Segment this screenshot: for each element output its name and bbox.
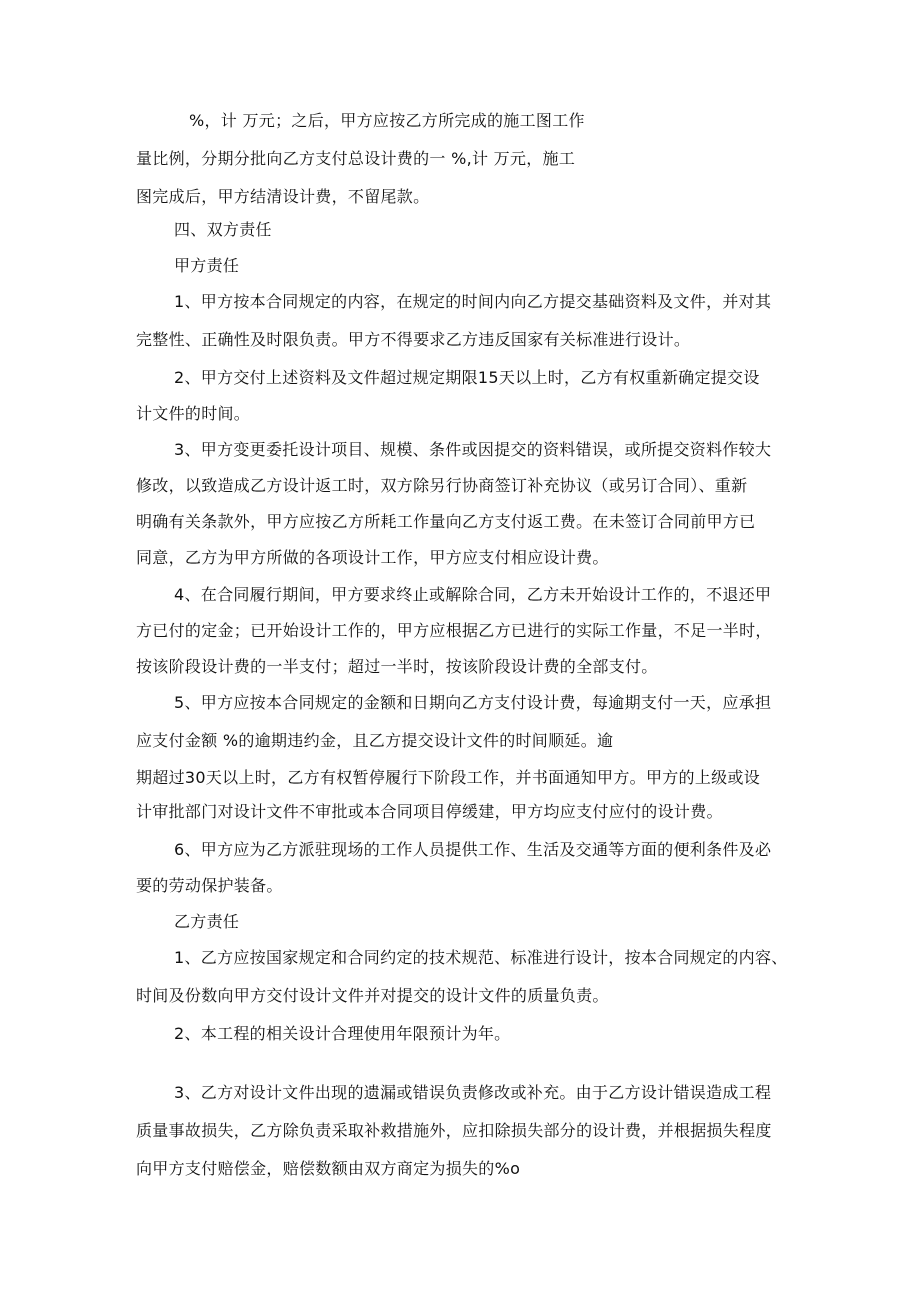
text-line: 同意，乙方为甲方所做的各项设计工作，甲方应支付相应设计费。 — [136, 548, 609, 567]
text-line: 图完成后，甲方结清设计费，不留尾款。 — [136, 187, 430, 206]
text-line: 要的劳动保护装备。 — [136, 876, 283, 895]
text-line: 明确有关条款外，甲方应按乙方所耗工作量向乙方支付返工费。在未签订合同前甲方已 — [136, 512, 756, 531]
text-line: 时间及份数向甲方交付设计文件并对提交的设计文件的质量负责。 — [136, 986, 609, 1005]
text-line: 按该阶段设计费的一半支付；超过一半时，按该阶段设计费的全部支付。 — [136, 657, 658, 676]
text-line: 1、甲方按本合同规定的内容，在规定的时间内向乙方提交基础资料及文件，并对其 — [174, 292, 772, 311]
text-line: 修改，以致造成乙方设计返工时，双方除另行协商签订补充协议（或另订合同）、重新 — [136, 476, 748, 495]
text-line: 期超过30天以上时，乙方有权暂停履行下阶段工作，并书面通知甲方。甲方的上级或设 — [136, 768, 761, 787]
text-line: 计审批部门对设计文件不审批或本合同项目停缓建，甲方均应支付应付的设计费。 — [136, 802, 723, 821]
text-line: %，计 万元；之后，甲方应按乙方所完成的施工图工作 — [189, 111, 585, 130]
text-line: 完整性、正确性及时限负责。甲方不得要求乙方违反国家有关标准进行设计。 — [136, 330, 691, 349]
text-line: 5、甲方应按本合同规定的金额和日期向乙方支付设计费，每逾期支付一天，应承担 — [174, 693, 772, 712]
text-line: 4、在合同履行期间，甲方要求终止或解除合同，乙方未开始设计工作的，不退还甲 — [174, 585, 772, 604]
text-line: 2、本工程的相关设计合理使用年限预计为年。 — [174, 1024, 511, 1043]
subsection-heading: 乙方责任 — [174, 912, 240, 931]
text-line: 计文件的时间。 — [136, 404, 251, 423]
text-line: 2、甲方交付上述资料及文件超过规定期限15天以上时，乙方有权重新确定提交设 — [174, 368, 760, 387]
text-line: 量比例，分期分批向乙方支付总设计费的一 %,计 万元，施工 — [136, 149, 576, 168]
subsection-heading: 甲方责任 — [174, 256, 240, 275]
text-line: 1、乙方应按国家规定和合同约定的技术规范、标准进行设计，按本合同规定的内容、 — [174, 948, 788, 967]
section-heading: 四、双方责任 — [174, 220, 272, 239]
text-line: 向甲方支付赔偿金，赔偿数额由双方商定为损失的%o — [136, 1159, 521, 1178]
text-line: 3、乙方对设计文件出现的遗漏或错误负责修改或补充。由于乙方设计错误造成工程 — [174, 1083, 772, 1102]
text-line: 3、甲方变更委托设计项目、规模、条件或因提交的资料错误，或所提交资料作较大 — [174, 440, 772, 459]
text-line: 应支付金额 %的逾期违约金，且乙方提交设计文件的时间顺延。逾 — [136, 731, 614, 750]
text-line: 方已付的定金；已开始设计工作的，甲方应根据乙方已进行的实际工作量，不足一半时， — [136, 621, 772, 640]
text-line: 6、甲方应为乙方派驻现场的工作人员提供工作、生活及交通等方面的便利条件及必 — [174, 840, 772, 859]
text-line: 质量事故损失，乙方除负责采取补救措施外，应扣除损失部分的设计费，并根据损失程度 — [136, 1121, 772, 1140]
